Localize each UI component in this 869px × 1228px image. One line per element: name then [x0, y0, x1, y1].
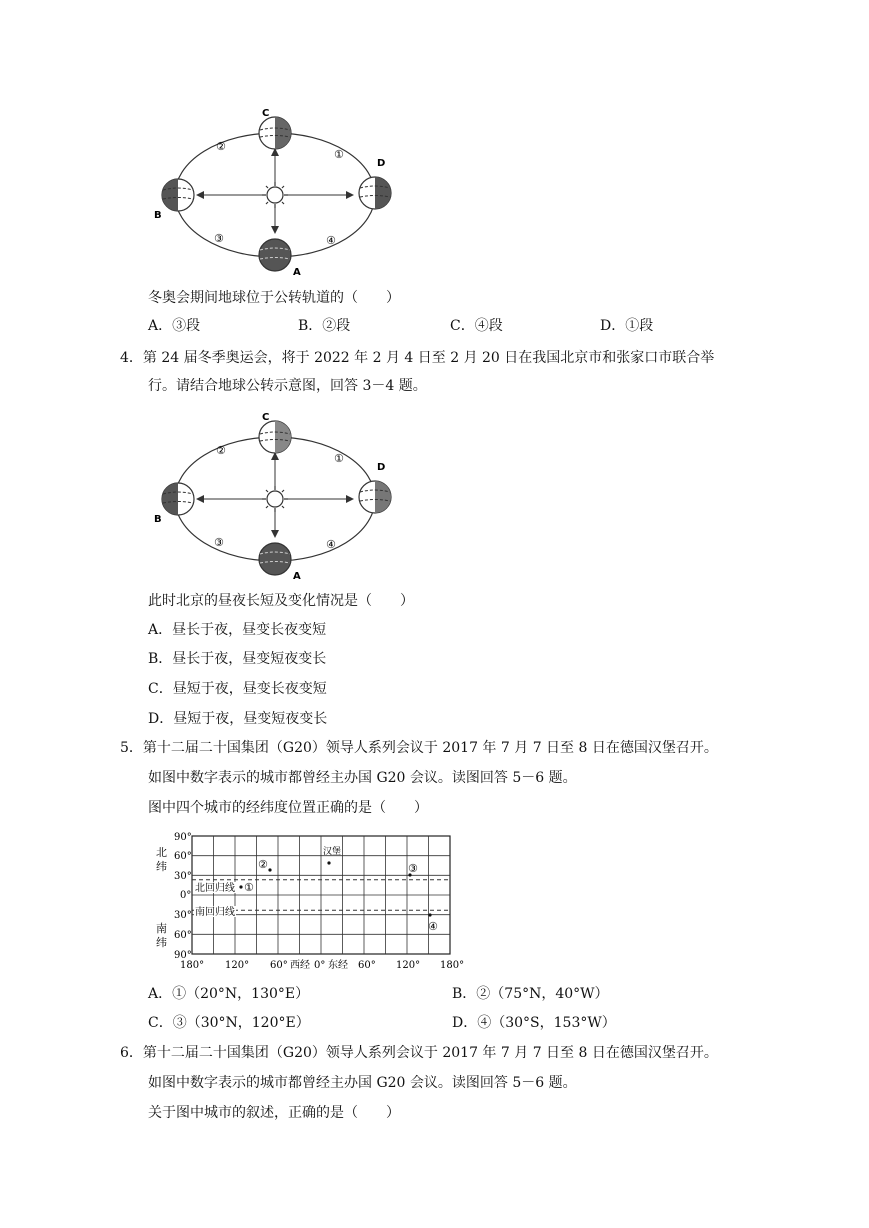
q5-option-a[interactable]: A．①（20°N，130°E）: [148, 986, 310, 1002]
q6-intro-line1: 6．第十二届二十国集团（G20）领导人系列会议于 2017 年 7 月 7 日至 8 日在德国汉堡召开。: [120, 1045, 718, 1061]
hamburg-label: 汉堡: [323, 847, 342, 857]
segment-label-4: ④: [326, 234, 336, 247]
q5-stem: 图中四个城市的经纬度位置正确的是（ ）: [148, 800, 428, 816]
orbit-label-c: C: [262, 108, 270, 119]
q4-option-d[interactable]: D．昼短于夜，昼变短夜变长: [148, 711, 328, 727]
orbit-label-a: A: [293, 571, 301, 582]
sun-icon: [262, 486, 288, 512]
city-2-dot: [268, 868, 271, 871]
q3-option-b[interactable]: B．②段: [298, 318, 351, 334]
q5-option-c[interactable]: C．③（30°N，120°E）: [148, 1015, 310, 1031]
north-lat-label-2: 纬: [156, 860, 167, 873]
q5-intro-line2: 如图中数字表示的城市都曾经主办国 G20 会议。读图回答 5－6 题。: [148, 770, 577, 786]
city-4-label: ④: [428, 920, 438, 933]
earth-a-icon: [259, 239, 291, 271]
orbit-label-d: D: [377, 158, 386, 169]
south-lat-label-1: 南: [156, 922, 167, 935]
segment-label-3: ③: [214, 536, 224, 549]
orbit-label-a: A: [293, 267, 301, 278]
q5-option-b[interactable]: B．②（75°N，40°W）: [452, 986, 609, 1002]
q6-intro-line2: 如图中数字表示的城市都曾经主办国 G20 会议。读图回答 5－6 题。: [148, 1075, 577, 1091]
lon-label-w180: 180°: [180, 960, 205, 971]
lon-label-e120: 120°: [396, 960, 421, 971]
north-lat-label-1: 北: [156, 846, 167, 859]
q6-stem: 关于图中城市的叙述，正确的是（ ）: [148, 1105, 400, 1121]
segment-label-4: ④: [326, 538, 336, 551]
lon-label-w120: 120°: [225, 960, 250, 971]
earth-c-icon: [259, 421, 291, 453]
segment-label-2: ②: [216, 444, 226, 457]
orbit-label-d: D: [377, 462, 386, 473]
q3-option-c[interactable]: C．④段: [450, 318, 503, 334]
lon-label-east: 东经: [328, 960, 348, 971]
lat-label-s60: 60°: [174, 930, 192, 941]
segment-label-3: ③: [214, 232, 224, 245]
lat-label-n60: 60°: [174, 851, 192, 862]
tropic-north-label: 北回归线: [195, 883, 235, 894]
q4-intro-line1: 4．第 24 届冬季奥运会，将于 2022 年 2 月 4 日至 2 月 20 日在我国北京市和张家口市联合举: [120, 350, 715, 366]
lat-label-0: 0°: [180, 890, 192, 901]
lat-label-s90: 90°: [174, 950, 192, 961]
q4-option-b[interactable]: B．昼长于夜，昼变短夜变长: [148, 651, 327, 667]
lon-label-w60: 60°: [270, 960, 288, 971]
orbit-label-c: C: [262, 412, 270, 423]
south-lat-label-2: 纬: [156, 936, 167, 949]
segment-label-1: ①: [334, 452, 344, 465]
lat-label-s30: 30°: [174, 910, 192, 921]
sun-icon: [262, 182, 288, 208]
city-4-dot: [428, 913, 431, 916]
lat-label-n90: 90°: [174, 832, 192, 843]
lon-label-e60: 60°: [358, 960, 376, 971]
orbit-label-b: B: [154, 210, 162, 221]
earth-d-icon: [359, 481, 391, 513]
city-3-label: ③: [408, 862, 418, 875]
hamburg-dot: [327, 861, 330, 864]
q3-options: [148, 316, 748, 336]
earth-b-icon: [162, 483, 194, 515]
latlong-grid-map: [148, 828, 468, 976]
earth-d-icon: [359, 177, 391, 209]
orbit-diagram-2: [150, 404, 400, 584]
segment-label-2: ②: [216, 140, 226, 153]
q3-stem: 冬奥会期间地球位于公转轨道的（ ）: [148, 290, 400, 306]
q3-option-a[interactable]: A．③段: [148, 318, 201, 334]
lat-label-n30: 30°: [174, 871, 192, 882]
orbit-diagram-1: [150, 100, 400, 280]
q4-intro-line2: 行。请结合地球公转示意图，回答 3－4 题。: [148, 378, 427, 394]
city-1-dot: [239, 885, 242, 888]
q5-option-d[interactable]: D．④（30°S，153°W）: [452, 1015, 616, 1031]
q4-option-a[interactable]: A．昼长于夜，昼变长夜变短: [148, 622, 327, 638]
q4-option-c[interactable]: C．昼短于夜，昼变长夜变短: [148, 681, 327, 697]
lon-label-west: 西经: [290, 960, 310, 971]
lon-label-e180: 180°: [440, 960, 465, 971]
q4-stem: 此时北京的昼夜长短及变化情况是（ ）: [148, 593, 414, 609]
earth-b-icon: [162, 179, 194, 211]
city-2-label: ②: [258, 858, 268, 871]
earth-c-icon: [259, 117, 291, 149]
orbit-label-b: B: [154, 514, 162, 525]
q5-intro-line1: 5．第十二届二十国集团（G20）领导人系列会议于 2017 年 7 月 7 日至 8 日在德国汉堡召开。: [120, 740, 718, 756]
tropic-south-label: 南回归线: [195, 907, 235, 918]
segment-label-1: ①: [334, 148, 344, 161]
earth-a-icon: [259, 543, 291, 575]
lon-label-0: 0°: [314, 960, 326, 971]
q3-option-d[interactable]: D．①段: [600, 318, 654, 334]
city-1-label: ①: [244, 881, 254, 894]
